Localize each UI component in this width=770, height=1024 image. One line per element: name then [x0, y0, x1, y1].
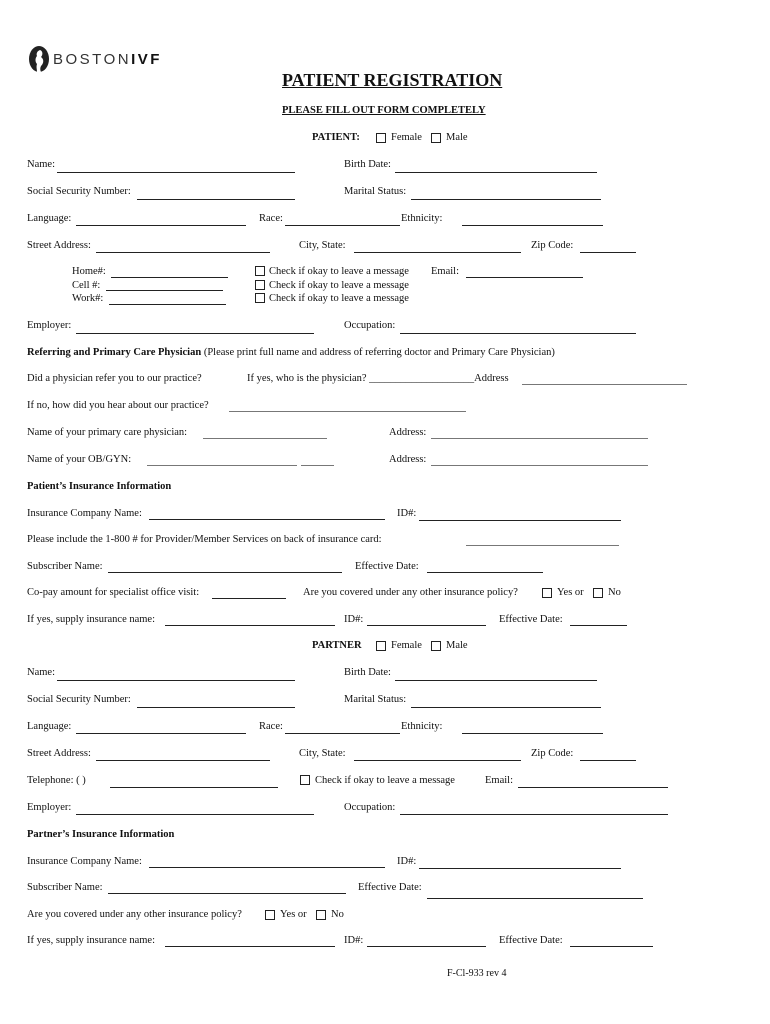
did-physician-refer-label: Did a physician refer you to our practice? [27, 373, 202, 384]
patient-employer-label: Employer: [27, 320, 72, 331]
patient-home-label: Home#: [72, 266, 106, 277]
partner-employer-label: Employer: [27, 802, 72, 813]
partner-supply-insurance-field[interactable] [165, 946, 335, 947]
partner-supply-effective-field[interactable] [570, 946, 653, 947]
pcp-name-label: Name of your primary care physician: [27, 427, 188, 438]
work-message-label: Check if okay to leave a message [269, 293, 409, 304]
partner-male-label: Male [446, 640, 468, 651]
patient-employer-field[interactable] [76, 333, 314, 334]
cell-message-label: Check if okay to leave a message [269, 280, 409, 291]
partner-male-checkbox[interactable] [431, 641, 441, 651]
form-code: F-Cl-933 rev 4 [447, 968, 507, 979]
partner-street-field[interactable] [96, 760, 270, 761]
partner-marital-field[interactable] [411, 707, 601, 708]
partner-effective-label: Effective Date: [358, 882, 422, 893]
patient-name-label: Name: [27, 159, 55, 170]
partner-birthdate-label: Birth Date: [344, 667, 391, 678]
partner-race-label: Race: [259, 721, 283, 732]
if-yes-physician-label: If yes, who is the physician? ____________________Address [247, 373, 509, 384]
patient-male-checkbox[interactable] [431, 133, 441, 143]
partner-city-field[interactable] [354, 760, 521, 761]
partner-other-policy-no-checkbox[interactable] [316, 910, 326, 920]
partner-ethnicity-field[interactable] [462, 733, 603, 734]
partner-email-field[interactable] [518, 787, 668, 788]
boston-ivf-logo [28, 44, 162, 74]
patient-ethnicity-label: Ethnicity: [401, 213, 443, 224]
obgyn-name-label: Name of your OB/GYN: [27, 454, 132, 465]
patient-cell-label: Cell #: [72, 280, 101, 291]
physician-heading: Referring and Primary Care Physician (Please print full name and address of referring doctor and Primary Care Physician) [27, 347, 555, 358]
supply-id-label: ID#: [344, 614, 364, 625]
patient-email-label: Email: [431, 266, 459, 277]
partner-insurance-company-label: Insurance Company Name: [27, 856, 142, 867]
partner-zip-field[interactable] [580, 760, 636, 761]
partner-other-policy-label: Are you covered under any other insurance policy? [27, 909, 242, 920]
partner-occupation-field[interactable] [400, 814, 668, 815]
partner-zip-label: Zip Code: [531, 748, 574, 759]
partner-female-checkbox[interactable] [376, 641, 386, 651]
patient-street-label: Street Address: [27, 240, 91, 251]
partner-other-policy-yes-label: Yes or [280, 909, 307, 920]
partner-city-label: City, State: [299, 748, 346, 759]
partner-insurance-company-field[interactable] [149, 867, 385, 868]
partner-ssn-label: Social Security Number: [27, 694, 131, 705]
partner-insurance-id-label: ID#: [397, 856, 417, 867]
partner-employer-field[interactable] [76, 814, 314, 815]
patient-marital-field[interactable] [411, 199, 601, 200]
partner-insurance-heading: Partner’s Insurance Information [27, 829, 175, 840]
copay-field[interactable] [212, 598, 286, 599]
patient-street-field[interactable] [96, 252, 270, 253]
partner-subscriber-label: Subscriber Name: [27, 882, 103, 893]
partner-name-label: Name: [27, 667, 55, 678]
supply-effective-field[interactable] [570, 625, 627, 626]
partner-section-label: PARTNER [312, 640, 362, 651]
cell-message-checkbox[interactable] [255, 280, 265, 290]
partner-supply-id-field[interactable] [367, 946, 486, 947]
partner-supply-id-label: ID#: [344, 935, 364, 946]
supply-effective-label: Effective Date: [499, 614, 563, 625]
partner-other-policy-yes-checkbox[interactable] [265, 910, 275, 920]
partner-subscriber-field[interactable] [108, 893, 346, 894]
other-policy-yes-checkbox[interactable] [542, 588, 552, 598]
partner-telephone-field[interactable] [110, 787, 278, 788]
subscriber-name-label: Subscriber Name: [27, 561, 103, 572]
patient-name-field[interactable] [57, 172, 295, 173]
subscriber-name-field[interactable] [108, 572, 342, 573]
partner-message-label: Check if okay to leave a message [315, 775, 455, 786]
patient-birthdate-field[interactable] [395, 172, 597, 173]
form-title: PATIENT REGISTRATION [282, 70, 503, 90]
provider-number-label: Please include the 1-800 # for Provider/Member Services on back of insurance card: [27, 534, 382, 545]
logo-wordmark: BOSTONIVF [53, 50, 162, 68]
partner-female-label: Female [391, 640, 422, 651]
partner-ssn-field[interactable] [137, 707, 295, 708]
patient-female-label: Female [391, 132, 422, 143]
patient-language-label: Language: [27, 213, 72, 224]
partner-supply-effective-label: Effective Date: [499, 935, 563, 946]
home-message-checkbox[interactable] [255, 266, 265, 276]
patient-birthdate-label: Birth Date: [344, 159, 391, 170]
partner-supply-insurance-label: If yes, supply insurance name: [27, 935, 156, 946]
obgyn-name-field[interactable] [147, 465, 297, 466]
other-policy-label: Are you covered under any other insurance policy? [303, 587, 518, 598]
supply-insurance-label: If yes, supply insurance name: [27, 614, 156, 625]
supply-insurance-field[interactable] [165, 625, 335, 626]
partner-language-label: Language: [27, 721, 72, 732]
other-policy-no-checkbox[interactable] [593, 588, 603, 598]
patient-cell-field[interactable] [106, 290, 223, 291]
obgyn-address-field[interactable] [431, 465, 648, 466]
partner-race-field[interactable] [285, 733, 400, 734]
partner-ethnicity-label: Ethnicity: [401, 721, 443, 732]
patient-occupation-field[interactable] [400, 333, 636, 334]
partner-name-field[interactable] [57, 680, 295, 681]
pcp-address-field[interactable] [431, 438, 648, 439]
patient-ssn-field[interactable] [137, 199, 295, 200]
partner-email-label: Email: [485, 775, 513, 786]
patient-language-field[interactable] [76, 225, 246, 226]
patient-ethnicity-field[interactable] [462, 225, 603, 226]
other-policy-yes-label: Yes or [557, 587, 584, 598]
patient-occupation-label: Occupation: [344, 320, 396, 331]
provider-number-field[interactable] [466, 545, 619, 546]
partner-insurance-id-field[interactable] [419, 868, 621, 869]
effective-date-label: Effective Date: [355, 561, 419, 572]
partner-effective-field[interactable] [427, 898, 643, 899]
patient-email-field[interactable] [466, 277, 583, 278]
patient-female-checkbox[interactable] [376, 133, 386, 143]
patient-zip-field[interactable] [580, 252, 636, 253]
patient-work-label: Work#: [72, 293, 104, 304]
insurance-company-field[interactable] [149, 519, 385, 520]
how-heard-field[interactable] [229, 411, 466, 412]
pcp-address-label: Address: [389, 427, 427, 438]
patient-marital-label: Marital Status: [344, 186, 407, 197]
copay-label: Co-pay amount for specialist office visit: [27, 587, 200, 598]
form-subtitle: PLEASE FILL OUT FORM COMPLETELY [282, 105, 486, 116]
insurance-company-label: Insurance Company Name: [27, 508, 142, 519]
other-policy-no-label: No [608, 587, 621, 598]
work-message-checkbox[interactable] [255, 293, 265, 303]
supply-id-field[interactable] [367, 625, 486, 626]
patient-city-field[interactable] [354, 252, 521, 253]
insurance-id-field[interactable] [419, 520, 621, 521]
patient-zip-label: Zip Code: [531, 240, 574, 251]
patient-race-label: Race: [259, 213, 283, 224]
pcp-name-field[interactable] [203, 438, 327, 439]
home-message-label: Check if okay to leave a message [269, 266, 409, 277]
partner-telephone-label: Telephone: ( ) [27, 775, 86, 786]
effective-date-field[interactable] [427, 572, 543, 573]
insurance-id-label: ID#: [397, 508, 417, 519]
partner-other-policy-no-label: No [331, 909, 344, 920]
silhouette-logo-icon [28, 45, 50, 73]
obgyn-name-field-extra[interactable] [301, 465, 334, 466]
patient-ssn-label: Social Security Number: [27, 186, 131, 197]
how-heard-label: If no, how did you hear about our practice? [27, 400, 209, 411]
partner-birthdate-field[interactable] [395, 680, 597, 681]
partner-marital-label: Marital Status: [344, 694, 407, 705]
patient-city-label: City, State: [299, 240, 346, 251]
patient-race-field[interactable] [285, 225, 400, 226]
patient-section-label: PATIENT: [312, 132, 360, 143]
patient-male-label: Male [446, 132, 468, 143]
partner-language-field[interactable] [76, 733, 246, 734]
patient-work-field[interactable] [109, 304, 226, 305]
obgyn-address-label: Address: [389, 454, 427, 465]
referring-address-field[interactable] [522, 384, 687, 385]
patient-insurance-heading: Patient’s Insurance Information [27, 481, 172, 492]
patient-home-field[interactable] [111, 277, 228, 278]
partner-street-label: Street Address: [27, 748, 91, 759]
partner-message-checkbox[interactable] [300, 775, 310, 785]
partner-occupation-label: Occupation: [344, 802, 396, 813]
